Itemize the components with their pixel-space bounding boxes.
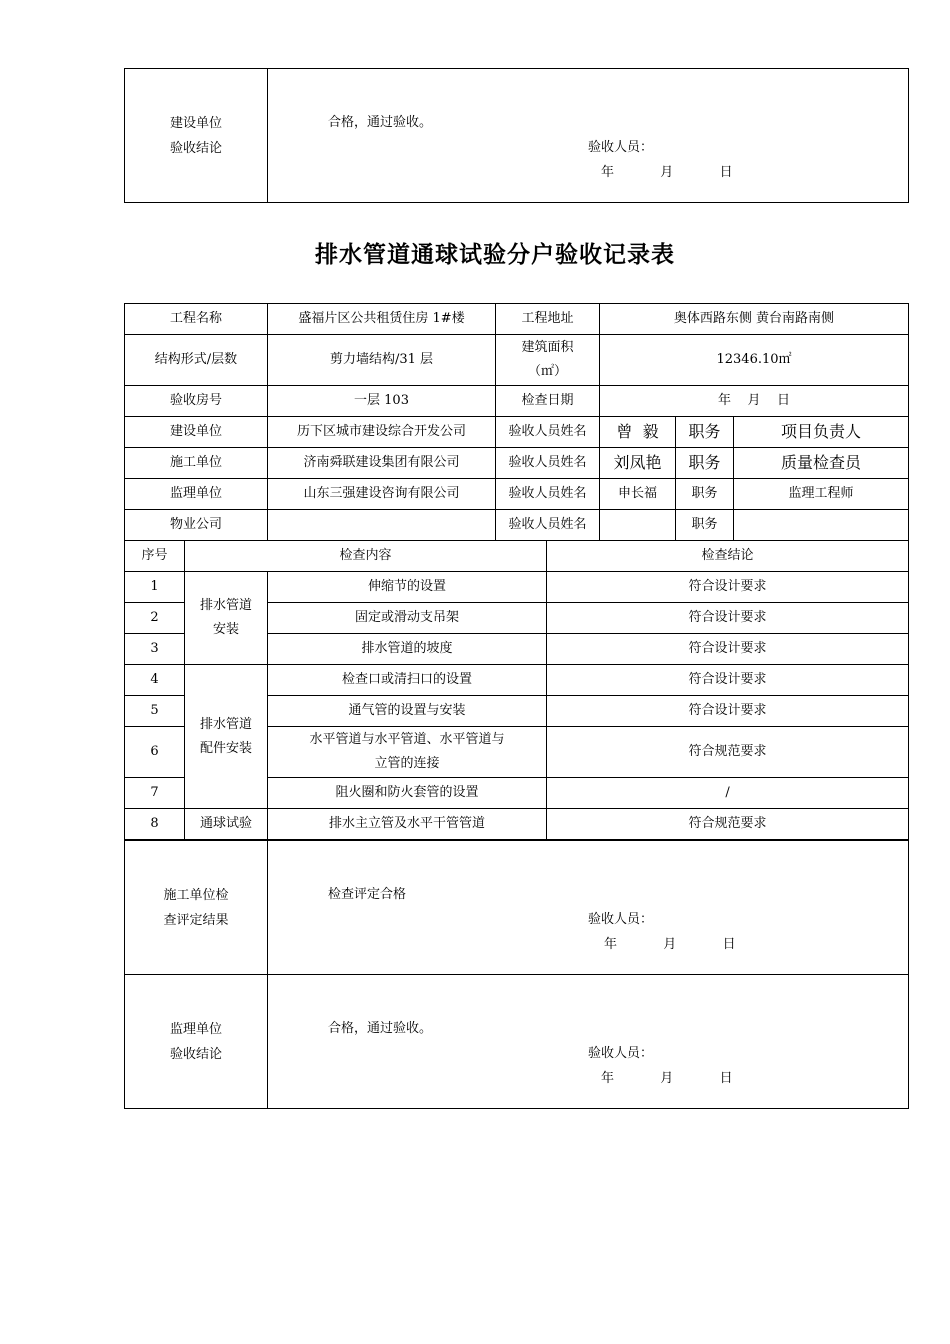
check-result: 符合规范要求	[547, 809, 909, 840]
supervision-inspector: 验收人员：	[588, 1046, 654, 1061]
page-title: 排水管道通球试验分户验收记录表	[315, 241, 675, 268]
person-name: 申长福	[600, 479, 676, 510]
unit-label: 监理单位	[125, 479, 268, 510]
header-result: 检查结论	[547, 541, 909, 572]
check-result: 符合规范要求	[547, 727, 909, 778]
duty: 质量检查员	[734, 448, 909, 479]
address-label: 工程地址	[496, 304, 600, 335]
date-label: 检查日期	[496, 386, 600, 417]
check-no: 7	[125, 778, 185, 809]
check-item: 检查口或清扫口的设置	[268, 665, 547, 696]
group-line2: 配件安装	[199, 740, 252, 756]
area: 12346.10㎡	[600, 335, 909, 386]
header-content: 检查内容	[185, 541, 547, 572]
conclusion-table	[124, 840, 909, 1109]
area-label-line2: （㎡）	[527, 364, 567, 379]
group-pipe-install	[185, 572, 268, 665]
unit-name: 历下区城市建设综合开发公司	[268, 417, 496, 448]
group-ball-test: 通球试验	[185, 809, 268, 840]
check-item: 排水主立管及水平干管管道	[268, 809, 547, 840]
top-label-line2: 验收结论	[169, 140, 222, 156]
check-result: 符合设计要求	[547, 696, 909, 727]
duty-label: 职务	[676, 448, 734, 479]
check-date: 年 月 日	[600, 386, 909, 417]
group-line2: 安装	[212, 622, 239, 637]
project-name-label: 工程名称	[125, 304, 268, 335]
construction-inspector: 验收人员：	[588, 912, 654, 927]
top-inspector: 验收人员：	[588, 140, 654, 155]
group-fittings-install	[185, 665, 268, 809]
unit-label: 物业公司	[125, 510, 268, 541]
date-year: 年	[601, 1071, 615, 1086]
supervision-label	[125, 975, 268, 1109]
area-label-line1: 建筑面积	[521, 340, 574, 355]
structure: 剪力墙结构/31 层	[268, 335, 496, 386]
construction-label	[125, 841, 268, 975]
check-no: 1	[125, 572, 185, 603]
top-date	[601, 161, 733, 185]
top-sign-cell	[268, 69, 909, 203]
unit-name: 济南舜联建设集团有限公司	[268, 448, 496, 479]
duty: 项目负责人	[734, 417, 909, 448]
check-no: 2	[125, 603, 185, 634]
date-day: 日	[722, 937, 736, 952]
date-month: 月	[660, 165, 674, 180]
supervision-date	[601, 1067, 733, 1091]
duty-label: 职务	[676, 479, 734, 510]
structure-label: 结构形式/层数	[125, 335, 268, 386]
label-line2: 验收结论	[169, 1046, 222, 1062]
address: 奥体西路东侧 黄台南路南侧	[600, 304, 909, 335]
room-label: 验收房号	[125, 386, 268, 417]
checks-table	[124, 540, 909, 840]
duty: 监理工程师	[734, 479, 909, 510]
project-name: 盛福片区公共租赁住房 1#楼	[268, 304, 496, 335]
check-result: 符合设计要求	[547, 603, 909, 634]
date-year: 年	[604, 937, 618, 952]
check-no: 5	[125, 696, 185, 727]
group-line1: 排水管道	[199, 716, 252, 732]
check-result: 符合设计要求	[547, 665, 909, 696]
person-name: 刘凤艳	[600, 448, 676, 479]
check-result: 符合设计要求	[547, 634, 909, 665]
person-name	[600, 510, 676, 541]
construction-sign-cell	[268, 841, 909, 975]
supervision-sign-cell	[268, 975, 909, 1109]
construction-date	[604, 933, 736, 957]
date-day: 日	[719, 1071, 733, 1086]
duty-label: 职务	[676, 417, 734, 448]
duty	[734, 510, 909, 541]
duty-label: 职务	[676, 510, 734, 541]
check-no: 4	[125, 665, 185, 696]
check-item	[268, 727, 547, 778]
top-conclusion-text: 合格，通过验收。	[328, 115, 433, 130]
person-name: 曾 毅	[600, 417, 676, 448]
check-item-line2: 立管的连接	[374, 756, 440, 771]
check-result: 符合设计要求	[547, 572, 909, 603]
unit-label: 建设单位	[125, 417, 268, 448]
header-no: 序号	[125, 541, 185, 572]
label-line2: 查评定结果	[163, 912, 229, 928]
check-no: 3	[125, 634, 185, 665]
check-result: /	[547, 778, 909, 809]
top-conclusion-table	[124, 68, 909, 203]
check-item: 伸缩节的设置	[268, 572, 547, 603]
check-item: 固定或滑动支吊架	[268, 603, 547, 634]
check-item: 排水管道的坡度	[268, 634, 547, 665]
check-item: 通气管的设置与安装	[268, 696, 547, 727]
date-year: 年	[601, 165, 615, 180]
label-line1: 施工单位检	[163, 887, 229, 903]
unit-label: 施工单位	[125, 448, 268, 479]
top-label	[125, 69, 268, 203]
room: 一层 103	[268, 386, 496, 417]
top-label-line1: 建设单位	[169, 115, 222, 131]
check-no: 8	[125, 809, 185, 840]
date-month: 月	[663, 937, 677, 952]
area-label	[496, 335, 600, 386]
group-line1: 排水管道	[199, 598, 252, 613]
person-label: 验收人员姓名	[496, 510, 600, 541]
supervision-text: 合格，通过验收。	[328, 1021, 433, 1036]
check-item-line1: 水平管道与水平管道、水平管道与	[309, 732, 505, 747]
label-line1: 监理单位	[169, 1021, 222, 1037]
check-item: 阻火圈和防火套管的设置	[268, 778, 547, 809]
person-label: 验收人员姓名	[496, 417, 600, 448]
person-label: 验收人员姓名	[496, 448, 600, 479]
check-no: 6	[125, 727, 185, 778]
date-day: 日	[719, 165, 733, 180]
date-month: 月	[660, 1071, 674, 1086]
unit-name	[268, 510, 496, 541]
info-table	[124, 303, 909, 541]
unit-name: 山东三强建设咨询有限公司	[268, 479, 496, 510]
person-label: 验收人员姓名	[496, 479, 600, 510]
construction-text: 检查评定合格	[328, 887, 407, 902]
